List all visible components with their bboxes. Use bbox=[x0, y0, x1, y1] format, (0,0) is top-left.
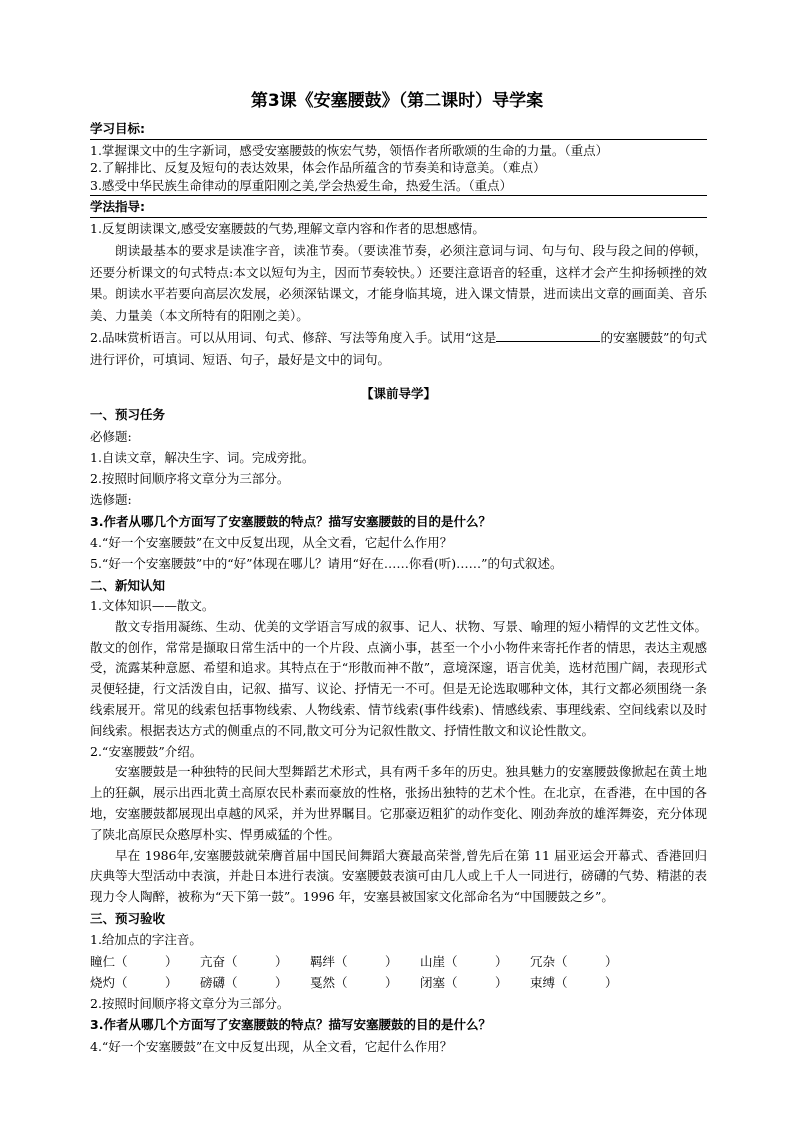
pinyin-cell: 瞳仁（ ） bbox=[90, 953, 178, 969]
pinyin-cell: 冗杂（ ） bbox=[530, 953, 618, 969]
check-item: 1.给加点的字注音。 bbox=[90, 932, 202, 948]
method-point-2-before: 2.品味赏析语言。可以从用词、句式、修辞、写法等角度入手。试用“这是 bbox=[90, 329, 497, 345]
prose-paragraph: 散文专指用凝练、生动、优美的文学语言写成的叙事、记人、状物、写景、喻理的短小精悍的文艺性文体。散文的创作，常常是撷取日常生活中的一个片段、点滴小事，甚至一个小小物件来寄托作者的情思，表达主观感受，流露某种意愿、希望和追求。其特点在于“形散而神不散”，意境深邃，语言优美，选材范围广阔，表现形式灵便轻捷，行文活泼自由，记叙、描写、议论、抒情无一不可。但是无论选取哪种文体，其行文都必须围绕一条线索展开。常见的线索包括事物线索、人物线索、情节线索(事件线索)、情感线索、事理线索、空间线索以及时间线索。根据表达方式的侧重点的不同,散文可分为记叙性散文、抒情性散文和议论性散文。 bbox=[90, 618, 707, 738]
pinyin-cell: 闭塞（ ） bbox=[420, 974, 508, 990]
objectives-section bbox=[90, 120, 707, 220]
method-heading: 学法指导: bbox=[90, 199, 145, 214]
ansai-paragraph: 安塞腰鼓是一种独特的民间大型舞蹈艺术形式，具有两千多年的历史。独具魅力的安塞腰鼓像掀起在黄土地上的狂飙，展示出西北黄土高原农民朴素而豪放的性格，张扬出独特的艺术个性。在北京，在香港，在中国的各地，安塞腰鼓都展现出卓越的风采，并为世界瞩目。它那豪迈粗犷的动作变化、刚劲奔放的雄浑舞姿，充分体现了陕北高原民众憨厚朴实、悍勇威猛的个性。 bbox=[90, 764, 707, 842]
required-label: 必修题: bbox=[90, 428, 132, 444]
pinyin-row bbox=[90, 972, 707, 993]
check-heading: 三、预习验收 bbox=[90, 910, 166, 926]
method-reading-paragraph: 朗读最基本的要求是读准字音，读准节奏。（要读准节奏，必须注意词与词、句与句、段与段之间的停顿，还要分析课文的句式特点:本文以短句为主，因而节奏较快。）还要注意语音的轻重，这样才会产生抑扬顿挫的效果。朗读水平若要向高层次发展，必须深钻课文，才能身临其境，进入课文情景，进而读出文章的画面美、音乐美、力量美（本文所特有的阳刚之美）。 bbox=[90, 242, 707, 324]
optional-item: 4.“好一个安塞腰鼓”在文中反复出现，从全文看，它起什么作用？ bbox=[90, 535, 453, 551]
check-item: 3.作者从哪几个方面写了安塞腰鼓的特点？描写安塞腰鼓的目的是什么？ bbox=[90, 1017, 491, 1033]
pinyin-cell: 山崖（ ） bbox=[420, 953, 508, 969]
check-item: 4.“好一个安塞腰鼓”在文中反复出现，从全文看，它起什么作用？ bbox=[90, 1038, 453, 1054]
method-point-1: 1.反复朗读课文,感受安塞腰鼓的气势,理解文章内容和作者的思想感情。 bbox=[90, 221, 485, 236]
method-point-2 bbox=[90, 327, 707, 371]
pinyin-cell: 磅礴（ ） bbox=[200, 974, 288, 990]
method-section bbox=[90, 218, 707, 371]
knowledge-item-heading: 2.“安塞腰鼓”介绍。 bbox=[90, 743, 203, 759]
optional-item: 3.作者从哪几个方面写了安塞腰鼓的特点？描写安塞腰鼓的目的是什么？ bbox=[90, 513, 491, 529]
ansai-paragraph: 早在 1986年,安塞腰鼓就荣膺首届中国民间舞蹈大赛最高荣誉,曾先后在第 11 届亚运会开幕式、香港回归庆典等大型活动中表演，并赴日本进行表演。安塞腰鼓表演可由几人或上千人一同进行，磅礴的气势、精湛的表现力令人陶醉，被称为“天下第一鼓”。1996 年，安塞县被国家文化部命名为“中国腰鼓之乡”。 bbox=[90, 847, 707, 905]
optional-item: 5.“好一个安塞腰鼓”中的“好”体现在哪儿？请用“好在……你看(听)……”的句式叙述。 bbox=[90, 556, 563, 572]
knowledge-item-heading: 1.文体知识——散文。 bbox=[90, 597, 215, 613]
optional-label: 选修题: bbox=[90, 492, 132, 508]
fill-blank bbox=[496, 329, 600, 342]
divider bbox=[90, 139, 707, 140]
check-item: 2.按照时间顺序将文章分为三部分。 bbox=[90, 996, 290, 1012]
method-point-2-after: 的安塞腰鼓”的句式进行评价，可填词、短语、句子，最好是文中的词句。 bbox=[90, 329, 707, 367]
task-heading: 一、预习任务 bbox=[90, 407, 166, 423]
page-title: 第3课《安塞腰鼓》（第二课时）导学案 bbox=[250, 91, 544, 111]
objectives-heading: 学习目标: bbox=[90, 121, 145, 136]
preview-section bbox=[90, 383, 707, 1057]
pinyin-cell: 戛然（ ） bbox=[310, 974, 398, 990]
objective-item: 2.了解排比、反复及短句的表达效果，体会作品所蕴含的节奏美和诗意美。（难点） bbox=[90, 160, 546, 175]
objective-item: 1.掌握课文中的生字新词，感受安塞腰鼓的恢宏气势，领悟作者所歌颂的生命的力量。（重点） bbox=[90, 142, 609, 158]
knowledge-heading: 二、新知认知 bbox=[90, 577, 166, 593]
pinyin-cell: 烧灼（ ） bbox=[90, 974, 178, 990]
required-item: 1.自读文章，解决生字、词。完成旁批。 bbox=[90, 449, 315, 465]
pinyin-cell: 羁绊（ ） bbox=[310, 953, 398, 969]
objective-item: 3.感受中华民族生命律动的厚重阳刚之美,学会热爱生命，热爱生活。（重点） bbox=[90, 177, 513, 193]
pinyin-cell: 束缚（ ） bbox=[530, 974, 618, 990]
pinyin-row bbox=[90, 951, 707, 972]
divider bbox=[90, 195, 707, 196]
preview-section-title: 【课前导学】 bbox=[360, 386, 436, 401]
required-item: 2.按照时间顺序将文章分为三部分。 bbox=[90, 471, 290, 487]
pinyin-cell: 亢奋（ ） bbox=[200, 953, 288, 969]
